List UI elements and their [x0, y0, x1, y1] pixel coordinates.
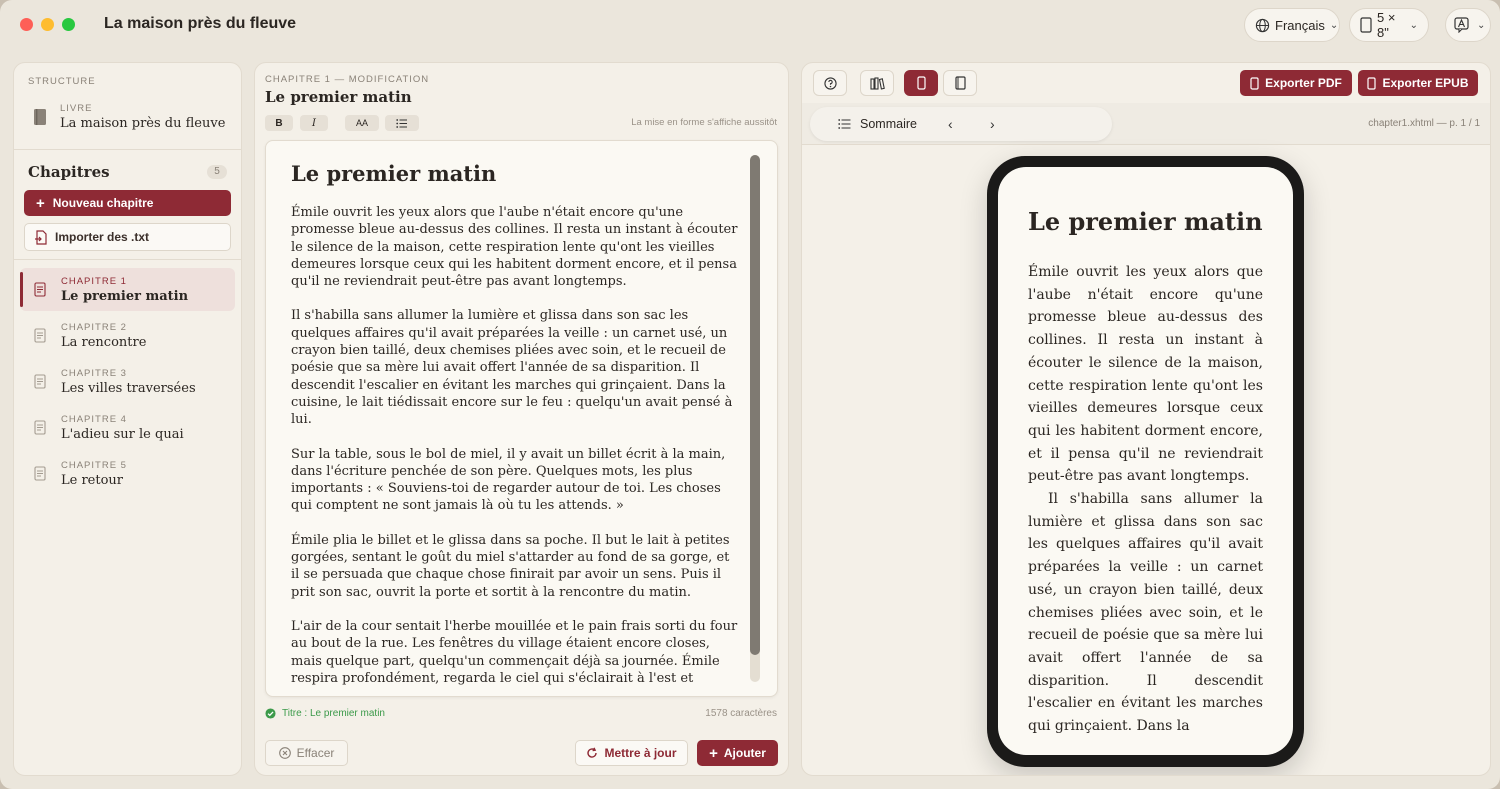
page-icon: [1360, 17, 1372, 33]
clear-button[interactable]: [265, 740, 348, 766]
chevron-right-icon[interactable]: ›: [990, 116, 995, 132]
chapter-kicker: CHAPITRE 1: [61, 276, 127, 287]
add-label: Ajouter: [723, 746, 766, 760]
paragraph: Émile ouvrit les yeux alors que l'aube n'était encore qu'une promesse bleue au-dessus des collines. Il resta un instant à écouter le silence de la maison, cette respiration lente qu'ont les vieilles demeures lorsque ceux qui les habitent dorment encore, et il pensa qu'il ne reviendrait peut-être pas avant longtemps.: [291, 205, 738, 290]
export-epub-button[interactable]: [1358, 70, 1478, 96]
scrollbar-thumb[interactable]: [750, 155, 760, 655]
document-icon: [34, 466, 46, 481]
reader-nav-bar: [801, 103, 1491, 145]
page-size-label: 5 × 8": [1377, 10, 1396, 40]
structure-label: STRUCTURE: [28, 76, 96, 87]
phone-frame: [987, 156, 1304, 767]
chevron-left-icon[interactable]: ‹: [948, 116, 953, 132]
book-label: LIVRE: [60, 103, 93, 114]
book-view-icon: [955, 76, 966, 90]
book-view-button[interactable]: [943, 70, 977, 96]
language-select[interactable]: [1244, 8, 1340, 42]
document-icon: [34, 282, 46, 297]
phone-screen: [998, 167, 1293, 755]
question-icon: [824, 77, 837, 90]
add-button[interactable]: [697, 740, 778, 766]
phone-view-button[interactable]: [904, 70, 938, 96]
import-file-icon: [34, 230, 48, 245]
font-settings-button[interactable]: [1445, 8, 1491, 42]
list-icon: [396, 119, 408, 128]
library-icon: [870, 77, 885, 90]
chapter-text-content: [291, 161, 741, 697]
import-txt-label: Importer des .txt: [55, 230, 150, 244]
close-window-button[interactable]: [20, 18, 33, 31]
text-size-button[interactable]: AA: [345, 115, 379, 131]
export-pdf-button[interactable]: [1240, 70, 1352, 96]
chapter-item-3[interactable]: [20, 360, 235, 403]
chapter-kicker: CHAPITRE 5: [61, 460, 127, 471]
globe-icon: [1255, 18, 1270, 33]
chapter-title: Le premier matin: [61, 289, 189, 304]
update-button[interactable]: [575, 740, 688, 766]
chevron-down-icon: ⌄: [1409, 19, 1418, 31]
editor-title: Le premier matin: [265, 88, 412, 106]
minimize-window-button[interactable]: [41, 18, 54, 31]
chapter-text-area[interactable]: [265, 140, 778, 697]
language-label: Français: [1275, 17, 1325, 33]
chapter-title: La rencontre: [61, 335, 147, 350]
chapter-item-4[interactable]: [20, 406, 235, 449]
export-pdf-label: Exporter PDF: [1265, 76, 1342, 90]
status-text: Titre : Le premier matin: [282, 708, 385, 719]
italic-button[interactable]: I: [300, 115, 328, 131]
library-view-button[interactable]: [860, 70, 894, 96]
document-icon: [34, 374, 46, 389]
clear-icon: [279, 747, 291, 759]
chapter-kicker: CHAPITRE 3: [61, 368, 127, 379]
toc-label: Sommaire: [860, 117, 917, 131]
new-chapter-label: Nouveau chapitre: [52, 196, 154, 210]
import-txt-button[interactable]: [24, 223, 231, 251]
phone-icon: [1367, 77, 1376, 90]
plus-icon: +: [709, 744, 718, 762]
divider: [14, 149, 241, 150]
editor-kicker: CHAPITRE 1 — MODIFICATION: [265, 74, 430, 85]
chapter-title: L'adieu sur le quai: [61, 427, 184, 442]
paragraph: L'air de la cour sentait l'herbe mouillée et le pain frais sorti du four au bout de la rue. Les fenêtres du village étaient encore closes, mais quelque part, quelqu'un commençait déjà sa journée. Émile respira profondément, regarda le ciel qui s'éclairait à l'est et: [291, 618, 738, 686]
list-button[interactable]: [385, 115, 419, 131]
paragraph: Il s'habilla sans allumer la lumière et glissa dans son sac les quelques affaires qu'il avait préparées la veille : un carnet usé, un crayon bien taillé, deux chemises pliées avec soin, et le recueil de poésie que sa mère lui avait offert l'année de sa disparition. Il descendit l'escalier en évitant les marches qui grinçaient. Dans la cuisine, le lait tiédissait encore sur le feu : quelqu'un avait pensé à lui.: [291, 308, 733, 428]
book-icon: [32, 108, 48, 126]
chevron-down-icon: ⌄: [1477, 19, 1486, 31]
paragraph: Sur la table, sous le bol de miel, il y avait un billet écrit à la main, dans l'écriture penchée de son père. Quelques mots, les plus importants : « Souviens-toi de regarder autour de toi. Les choses qui comptent ne sont jamais là où tu les attends. »: [291, 446, 726, 514]
chevron-down-icon: ⌄: [1329, 19, 1339, 31]
toc-button[interactable]: [838, 117, 917, 131]
document-icon: [34, 420, 46, 435]
preview-content: [1028, 207, 1263, 738]
chapter-list: [20, 268, 235, 498]
export-epub-label: Exporter EPUB: [1382, 76, 1469, 90]
update-label: Mettre à jour: [604, 746, 677, 760]
book-item[interactable]: [32, 103, 225, 131]
page-info: chapter1.xhtml — p. 1 / 1: [1368, 118, 1480, 129]
chapter-title: Les villes traversées: [61, 381, 196, 396]
title-bar: [0, 0, 1500, 52]
preview-heading: Le premier matin: [1028, 207, 1263, 236]
check-circle-icon: [265, 708, 276, 719]
font-size-icon: [1454, 17, 1472, 33]
divider: [14, 259, 241, 260]
paragraph: Émile plia le billet et le glissa dans sa poche. Il but le lait à petites gorgées, sentant le goût du miel s'attarder au fond de sa gorge, et il se persuada que chaque chose finirait par avoir un sens. Puis il prit son sac, ouvrit la porte et sortit à la rencontre du matin.: [291, 532, 730, 600]
list-icon: [838, 119, 851, 129]
help-button[interactable]: [813, 70, 847, 96]
chapter-title: Le retour: [61, 473, 124, 488]
chapters-heading: Chapitres: [28, 163, 110, 181]
zoom-window-button[interactable]: [62, 18, 75, 31]
chapter-heading: Le premier matin: [291, 161, 497, 186]
chapter-kicker: CHAPITRE 2: [61, 322, 127, 333]
phone-icon: [917, 76, 926, 90]
chapter-item-1[interactable]: [20, 268, 235, 311]
char-count: 1578 caractères: [705, 708, 777, 719]
document-icon: [34, 328, 46, 343]
status-line: [265, 708, 385, 719]
window-title: La maison près du fleuve: [104, 15, 297, 32]
sidebar: [13, 62, 242, 776]
chapter-item-5[interactable]: [20, 452, 235, 495]
page-size-select[interactable]: [1349, 8, 1429, 42]
chapter-kicker: CHAPITRE 4: [61, 414, 127, 425]
preview-paragraph: Il s'habilla sans allumer la lumière et glissa dans son sac les quelques affaires qu'il avait préparées la veille : un carnet usé, un crayon bien taillé, deux chemises pliées avec soin, et le recueil de poésie que sa mère lui avait offert l'année de sa disparition. Il descendit l'escalier en évitant les marches qui grinçaient. Dans la: [1028, 491, 1263, 735]
editor-panel: [254, 62, 789, 776]
phone-icon: [1250, 77, 1259, 90]
plus-icon: +: [36, 194, 45, 212]
preview-paragraph: Émile ouvrit les yeux alors que l'aube n'était encore qu'une promesse bleue au-dessus des collines. Il resta un instant à écouter le silence de la maison, cette respiration lente qu'ont les vieilles demeures lorsque ceux qui les habitent dorment encore, et il pensa qu'il ne reviendrait peut-être pas avant longtemps.: [1028, 264, 1263, 485]
preview-panel: [801, 62, 1491, 776]
chapters-count-badge: 5: [207, 165, 227, 179]
new-chapter-button[interactable]: [24, 190, 231, 216]
reader-controls: [810, 107, 1112, 141]
refresh-icon: [586, 747, 598, 759]
clear-label: Effacer: [296, 746, 335, 760]
chapter-item-2[interactable]: [20, 314, 235, 357]
book-title: La maison près du fleuve: [60, 116, 226, 131]
scrollbar[interactable]: [750, 155, 760, 682]
format-hint: La mise en forme s'affiche aussitôt: [631, 117, 777, 128]
bold-button[interactable]: B: [265, 115, 293, 131]
